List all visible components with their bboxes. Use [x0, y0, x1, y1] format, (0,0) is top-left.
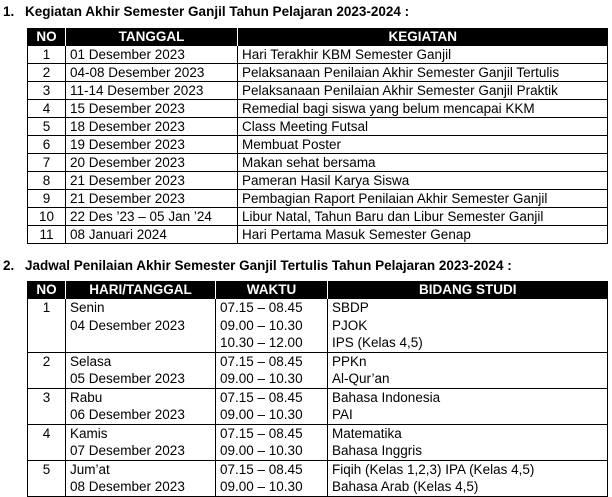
- row-date: 21 Desember 2023: [66, 172, 238, 190]
- row-no-value: 5: [42, 461, 51, 477]
- row-no: 9: [28, 190, 66, 208]
- row-no: 3: [28, 82, 66, 100]
- section-1-title: Kegiatan Akhir Semester Ganjil Tahun Pelajaran 2023-2024 :: [25, 4, 410, 19]
- row-time: 07.15 – 08.45: [220, 300, 303, 315]
- header-kegiatan: KEGIATAN: [238, 28, 608, 46]
- row-date: 08 Desember 2023: [70, 479, 185, 494]
- section-1-number: 1.: [3, 4, 15, 19]
- row-date: 11-14 Desember 2023: [66, 82, 238, 100]
- table-row: [28, 352, 608, 388]
- row-date: 07 Desember 2023: [70, 443, 185, 458]
- row-time: 07.15 – 08.45: [220, 389, 303, 405]
- row-no: [28, 352, 66, 388]
- row-times: [216, 299, 328, 353]
- row-activity: Makan sehat bersama: [238, 154, 608, 172]
- header-bidang-studi: BIDANG STUDI: [328, 281, 608, 299]
- row-subject: PAI: [332, 407, 353, 422]
- row-date: 21 Desember 2023: [66, 190, 238, 208]
- row-no: 1: [28, 46, 66, 64]
- row-no-value: 1: [42, 300, 51, 315]
- row-time: 09.00 – 10.30: [220, 371, 303, 386]
- row-activity: Remedial bagi siswa yang belum mencapai KKM: [238, 100, 608, 118]
- row-subject: IPS (Kelas 4,5): [332, 335, 423, 350]
- section-2-heading: [3, 258, 512, 273]
- schedule-table: [27, 281, 608, 497]
- row-date: 06 Desember 2023: [70, 407, 185, 422]
- row-no: [28, 388, 66, 424]
- row-activity: Hari Pertama Masuk Semester Genap: [238, 226, 608, 244]
- row-subject: Bahasa Inggris: [332, 443, 423, 458]
- row-no-value: 4: [42, 425, 51, 441]
- row-subject: Matematika: [332, 425, 402, 441]
- row-date: 20 Desember 2023: [66, 154, 238, 172]
- row-day: Rabu: [70, 389, 103, 405]
- row-date: 22 Des ’23 – 05 Jan ’24: [66, 208, 238, 226]
- row-no: 11: [28, 226, 66, 244]
- table-row: [28, 64, 608, 82]
- row-subjects: [328, 424, 608, 460]
- row-no: 8: [28, 172, 66, 190]
- row-times: [216, 424, 328, 460]
- row-date: 15 Desember 2023: [66, 100, 238, 118]
- row-subject: Bahasa Arab (Kelas 4,5): [332, 479, 479, 494]
- schedule-header-row: [28, 281, 608, 299]
- row-subject: PJOK: [332, 317, 368, 333]
- activities-table: [27, 28, 608, 244]
- row-time: 09.00 – 10.30: [220, 479, 303, 494]
- row-time: 09.00 – 10.30: [220, 317, 303, 333]
- row-subject: SBDP: [332, 300, 369, 315]
- row-no: 2: [28, 64, 66, 82]
- row-activity: Pelaksanaan Penilaian Akhir Semester Ganjil Praktik: [238, 82, 608, 100]
- table-row: [28, 460, 608, 496]
- row-no: [28, 460, 66, 496]
- row-activity: Pembagian Raport Penilaian Akhir Semester Ganjil: [238, 190, 608, 208]
- row-no: 5: [28, 118, 66, 136]
- table-row: [28, 388, 608, 424]
- row-times: [216, 352, 328, 388]
- header-hari-tanggal: HARI/TANGGAL: [66, 281, 216, 299]
- row-day-date: [66, 388, 216, 424]
- row-date: 01 Desember 2023: [66, 46, 238, 64]
- row-activity: Class Meeting Futsal: [238, 118, 608, 136]
- row-no: 4: [28, 100, 66, 118]
- row-day-date: [66, 299, 216, 353]
- row-subject: Bahasa Indonesia: [332, 389, 441, 405]
- row-time: 10.30 – 12.00: [220, 335, 303, 350]
- row-day-date: [66, 460, 216, 496]
- section-2-title: Jadwal Penilaian Akhir Semester Ganjil Tertulis Tahun Pelajaran 2023-2024 :: [25, 258, 512, 273]
- activities-header-row: [28, 28, 608, 46]
- table-row: [28, 172, 608, 190]
- table-row: [28, 136, 608, 154]
- row-no-value: 2: [42, 353, 51, 369]
- row-no: [28, 299, 66, 353]
- row-day: Senin: [70, 300, 105, 315]
- row-date: 19 Desember 2023: [66, 136, 238, 154]
- row-time: 09.00 – 10.30: [220, 407, 303, 422]
- header-no: NO: [28, 281, 66, 299]
- row-no: 7: [28, 154, 66, 172]
- header-no: NO: [28, 28, 66, 46]
- row-no: 10: [28, 208, 66, 226]
- row-time: 07.15 – 08.45: [220, 461, 303, 477]
- section-1-heading: [3, 4, 409, 19]
- row-time: 07.15 – 08.45: [220, 353, 303, 369]
- header-waktu: WAKTU: [216, 281, 328, 299]
- row-date: 08 Januari 2024: [66, 226, 238, 244]
- row-day: Jum’at: [70, 461, 110, 477]
- row-no-value: 3: [42, 389, 51, 405]
- row-activity: Pameran Hasil Karya Siswa: [238, 172, 608, 190]
- row-subject: Al-Qur’an: [332, 371, 390, 386]
- table-row: [28, 154, 608, 172]
- table-row: [28, 46, 608, 64]
- table-row: [28, 118, 608, 136]
- row-date: 18 Desember 2023: [66, 118, 238, 136]
- row-day-date: [66, 352, 216, 388]
- row-day: Kamis: [70, 425, 108, 441]
- row-time: 09.00 – 10.30: [220, 443, 303, 458]
- row-times: [216, 388, 328, 424]
- row-subject: PPKn: [332, 353, 367, 369]
- row-time: 07.15 – 08.45: [220, 425, 303, 441]
- table-row: [28, 190, 608, 208]
- row-activity: Pelaksanaan Penilaian Akhir Semester Ganjil Tertulis: [238, 64, 608, 82]
- table-row: [28, 82, 608, 100]
- section-2-number: 2.: [3, 258, 15, 273]
- row-subjects: [328, 460, 608, 496]
- row-activity: Membuat Poster: [238, 136, 608, 154]
- table-row: [28, 208, 608, 226]
- table-row: [28, 424, 608, 460]
- row-day-date: [66, 424, 216, 460]
- row-subjects: [328, 388, 608, 424]
- table-row: [28, 100, 608, 118]
- table-row: [28, 226, 608, 244]
- row-subjects: [328, 299, 608, 353]
- row-activity: Libur Natal, Tahun Baru dan Libur Semester Ganjil: [238, 208, 608, 226]
- row-date: 05 Desember 2023: [70, 371, 185, 386]
- row-subjects: [328, 352, 608, 388]
- row-no: [28, 424, 66, 460]
- row-date: 04 Desember 2023: [70, 317, 185, 333]
- row-date: 04-08 Desember 2023: [66, 64, 238, 82]
- header-tanggal: TANGGAL: [66, 28, 238, 46]
- row-day: Selasa: [70, 353, 112, 369]
- row-no: 6: [28, 136, 66, 154]
- table-row: [28, 299, 608, 353]
- row-subject: Fiqih (Kelas 1,2,3) IPA (Kelas 4,5): [332, 461, 535, 477]
- row-activity: Hari Terakhir KBM Semester Ganjil: [238, 46, 608, 64]
- row-times: [216, 460, 328, 496]
